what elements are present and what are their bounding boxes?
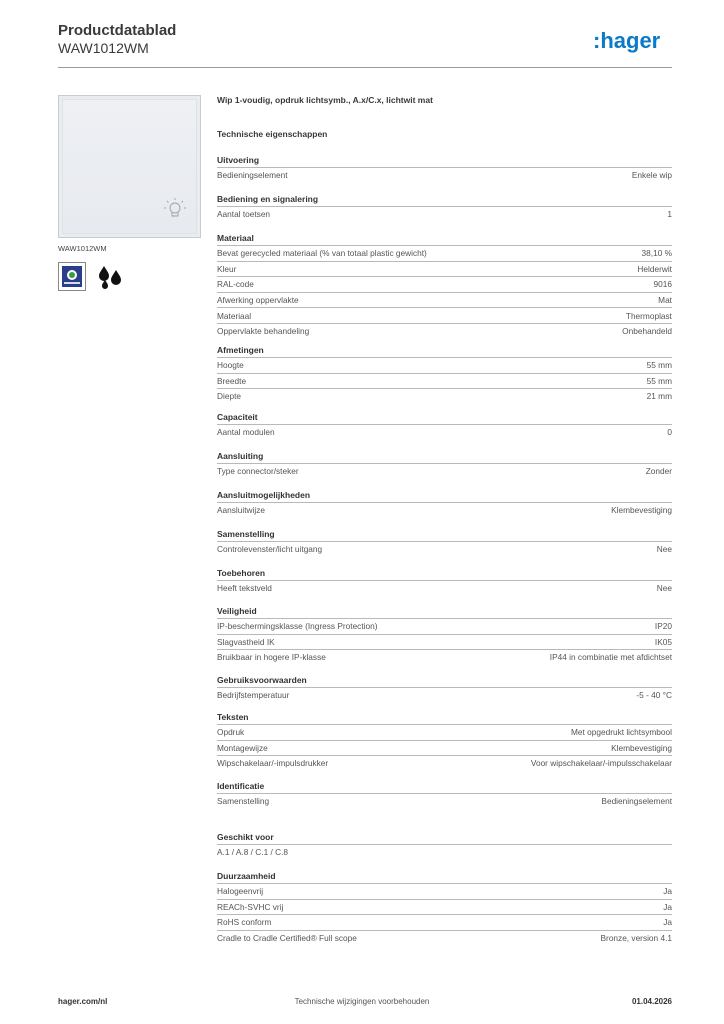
spec-label: Kleur (217, 263, 237, 274)
section-title: Toebehoren (217, 568, 266, 578)
spec-row (217, 899, 672, 915)
spec-label: Samenstelling (217, 796, 270, 807)
spec-value: Mat (658, 295, 672, 306)
spec-label: Montagewijze (217, 742, 268, 753)
spec-label: Opdruk (217, 727, 245, 738)
section-title: Afmetingen (217, 345, 264, 355)
spec-row (217, 424, 672, 440)
spec-value: Voor wipschakelaar/-impulsschakelaar (530, 758, 672, 769)
footer-disclaimer: Technische wijzigingen voorbehouden (294, 997, 430, 1006)
spec-section (217, 232, 672, 339)
spec-row (217, 634, 672, 650)
spec-label: Type connector/steker (217, 466, 299, 477)
section-title: Bediening en signalering (217, 194, 319, 204)
spec-section (217, 605, 672, 665)
spec-row (217, 261, 672, 277)
spec-value: Bronze, version 4.1 (600, 933, 672, 944)
spec-section (217, 411, 672, 440)
spec-label: Diepte (217, 391, 241, 402)
spec-value: 55 mm (646, 375, 672, 386)
spec-label: Wipschakelaar/-impulsdrukker (217, 758, 329, 769)
spec-section (217, 528, 672, 557)
spec-label: Slagvastheid IK (217, 636, 275, 647)
spec-value: Ja (663, 901, 672, 912)
spec-label: Aansluitwijze (217, 505, 265, 516)
spec-row (217, 245, 672, 261)
product-image-caption: WAW1012WM (58, 244, 107, 253)
spec-row (217, 307, 672, 323)
spec-row (217, 649, 672, 665)
spec-label: Heeft tekstveld (217, 583, 272, 594)
section-title: Aansluitmogelijkheden (217, 490, 311, 500)
spec-row (217, 502, 672, 518)
tech-heading: Technische eigenschappen (217, 129, 328, 139)
section-title: Uitvoering (217, 155, 260, 165)
spec-row (217, 276, 672, 292)
logo-text: :hager (593, 28, 661, 53)
spec-label: Breedte (217, 375, 247, 386)
spec-section (217, 154, 672, 183)
spec-section (217, 780, 672, 809)
spec-row (217, 388, 672, 404)
section-title: Capaciteit (217, 412, 258, 422)
spec-row (217, 206, 672, 222)
spec-section (217, 674, 672, 703)
section-title: Aansluiting (217, 451, 264, 461)
spec-value: Nee (656, 544, 672, 555)
spec-row (217, 844, 672, 860)
spec-row (217, 463, 672, 479)
spec-value: IP20 (654, 621, 672, 632)
spec-value: 1 (667, 209, 672, 220)
spec-row (217, 740, 672, 756)
spec-label: Oppervlakte behandeling (217, 326, 310, 337)
spec-row (217, 292, 672, 308)
spec-label: REACh-SVHC vrij (217, 901, 284, 912)
section-title: Teksten (217, 712, 249, 722)
spec-row (217, 883, 672, 899)
spec-value: Klembevestiging (611, 505, 672, 516)
section-title: Materiaal (217, 233, 254, 243)
spec-section (217, 711, 672, 771)
spec-label: Aantal modulen (217, 427, 275, 438)
spec-section (217, 489, 672, 518)
spec-value: -5 - 40 °C (636, 690, 672, 701)
spec-row (217, 541, 672, 557)
spec-section (217, 870, 672, 945)
spec-section (217, 831, 672, 860)
section-title: Geschikt voor (217, 832, 274, 842)
spec-section (217, 344, 672, 404)
spec-section (217, 567, 672, 596)
spec-value: Zonder (645, 466, 672, 477)
spec-row (217, 167, 672, 183)
spec-row (217, 373, 672, 389)
section-title: Samenstelling (217, 529, 275, 539)
product-code-heading: WAW1012WM (58, 40, 149, 56)
spec-value: 9016 (653, 279, 672, 290)
spec-row (217, 755, 672, 771)
section-title: Gebruiksvoorwaarden (217, 675, 307, 685)
spec-row (217, 580, 672, 596)
product-image (58, 95, 201, 238)
spec-label: Cradle to Cradle Certified® Full scope (217, 933, 357, 944)
spec-label: Materiaal (217, 310, 252, 321)
section-title: Identificatie (217, 781, 265, 791)
spec-value: Helderwit (637, 263, 672, 274)
spec-section (217, 450, 672, 479)
footer-website[interactable]: hager.com/nl (58, 997, 108, 1006)
spec-value: 0 (667, 427, 672, 438)
spec-label: RoHS conform (217, 917, 272, 928)
spec-value: Klembevestiging (611, 742, 672, 753)
water-drops-icon (95, 262, 125, 292)
spec-row (217, 793, 672, 809)
spec-label: Aantal toetsen (217, 209, 271, 220)
spec-value: IP44 in combinatie met afdichtset (549, 652, 672, 663)
spec-label: Bruikbaar in hogere IP-klasse (217, 652, 326, 663)
section-title: Duurzaamheid (217, 871, 276, 881)
spec-value: 38,10 % (641, 248, 672, 259)
spec-value: Onbehandeld (622, 326, 672, 337)
spec-value: 55 mm (646, 360, 672, 371)
spec-label: Bedieningselement (217, 170, 288, 181)
spec-value: Enkele wip (631, 170, 672, 181)
spec-row (217, 618, 672, 634)
spec-value: Ja (663, 886, 672, 897)
main-content (217, 95, 672, 142)
spec-label: Afwerking oppervlakte (217, 295, 299, 306)
spec-label: Hoogte (217, 360, 244, 371)
spec-value: 21 mm (646, 391, 672, 402)
spec-value: Ja (663, 917, 672, 928)
footer-date: 01.04.2026 (631, 997, 672, 1006)
section-title: Veiligheid (217, 606, 257, 616)
spec-label: Bevat gerecycled materiaal (% van totaal plastic gewicht) (217, 248, 427, 259)
spec-row (217, 930, 672, 946)
spec-value: Bedieningselement (601, 796, 672, 807)
hager-logo (593, 28, 675, 54)
spec-value: IK05 (654, 636, 672, 647)
spec-label: Bedrijfstemperatuur (217, 690, 290, 701)
spec-row (217, 323, 672, 339)
spec-label: Controlevenster/licht uitgang (217, 544, 323, 555)
spec-label: IP-beschermingsklasse (Ingress Protection) (217, 621, 378, 632)
light-symbol-icon (63, 100, 200, 237)
spec-value: Nee (656, 583, 672, 594)
spec-value: Thermoplast (625, 310, 672, 321)
spec-label: RAL-code (217, 279, 254, 290)
spec-value: Met opgedrukt lichtsymbool (571, 727, 672, 738)
spec-label: A.1 / A.8 / C.1 / C.8 (217, 847, 289, 858)
product-description: Wip 1-voudig, opdruk lichtsymb., A.x/C.x, lichtwit mat (217, 95, 433, 105)
spec-row (217, 357, 672, 373)
header-divider (58, 67, 672, 68)
spec-label: Halogeenvrij (217, 886, 264, 897)
spec-row (217, 914, 672, 930)
spec-row (217, 687, 672, 703)
spec-row (217, 724, 672, 740)
page-title: Productdatablad (58, 22, 177, 39)
recycled-content-badge-icon (58, 262, 86, 291)
spec-section (217, 193, 672, 222)
